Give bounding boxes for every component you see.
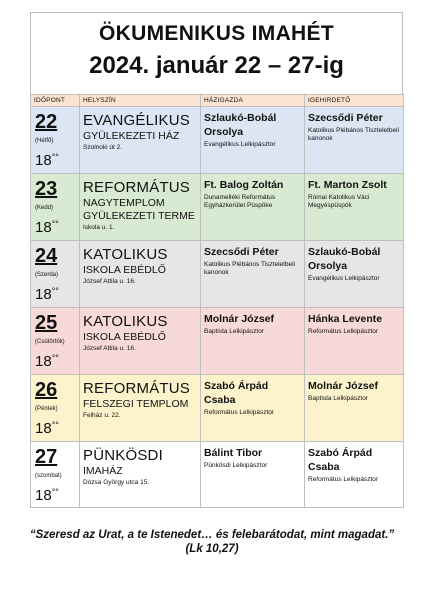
host-name: Ft. Balog Zoltán <box>204 179 284 191</box>
preacher-role: Református Lelkipásztor <box>308 476 379 483</box>
preacher-cell <box>305 375 404 442</box>
host-cell <box>201 442 305 508</box>
preacher-cell <box>305 241 404 308</box>
place-denomination: KATOLIKUS <box>83 246 168 263</box>
place-denomination: EVANGÉLIKUS <box>83 112 190 129</box>
host-cell <box>201 375 305 442</box>
bible-quote <box>10 528 414 556</box>
host-cell <box>201 174 305 241</box>
place-denomination: REFORMÁTUS <box>83 179 190 196</box>
preacher-cell <box>305 442 404 508</box>
table-row <box>31 107 404 174</box>
preacher-name: Ft. Marton Zsolt <box>308 179 387 191</box>
place-address: Felház u. 22. <box>83 412 121 419</box>
place-venue: ISKOLA EBÉDLŐ <box>83 264 166 276</box>
time-minutes: °° <box>51 420 59 430</box>
place-denomination: REFORMÁTUS <box>83 380 190 397</box>
preacher-name: Molnár József <box>308 380 379 392</box>
place-venue: ISKOLA EBÉDLŐ <box>83 331 166 343</box>
time-hour: 18 <box>35 286 52 303</box>
place-address: Iskola u. 1. <box>83 224 115 231</box>
place-address: Szolnoki út 2. <box>83 144 123 151</box>
place-venue: NAGYTEMPLOM GYÜLEKEZETI TERME <box>83 197 195 222</box>
preacher-role: Evangélikus Lelkipásztor <box>308 275 380 282</box>
column-header-place: HELYSZÍN <box>80 95 201 107</box>
table-row <box>31 174 404 241</box>
time-minutes: °° <box>51 219 59 229</box>
place-address: József Attila u. 16. <box>83 278 136 285</box>
time-hour: 18 <box>35 420 52 437</box>
preacher-name: Szecsődi Péter <box>308 112 383 124</box>
day-number: 27 <box>35 446 58 468</box>
date-cell <box>31 375 80 442</box>
table-row <box>31 375 404 442</box>
place-cell <box>80 174 201 241</box>
column-header-date: IDŐPONT <box>31 95 80 107</box>
weekday: (Kedd) <box>35 205 54 211</box>
host-name: Bálint Tibor <box>204 447 263 459</box>
day-number: 26 <box>35 379 58 401</box>
table-header-row <box>31 95 404 107</box>
table-row <box>31 241 404 308</box>
place-venue: IMAHÁZ <box>83 465 123 477</box>
time-minutes: °° <box>51 152 59 162</box>
day-number: 23 <box>35 178 58 200</box>
place-cell <box>80 375 201 442</box>
start-time <box>35 483 59 505</box>
date-cell <box>31 174 80 241</box>
preacher-cell <box>305 107 404 174</box>
host-name: Szabó Árpád Csaba <box>204 380 269 406</box>
header <box>30 12 403 94</box>
time-minutes: °° <box>51 487 59 497</box>
page-subtitle: 2024. január 22 – 27-ig <box>89 52 344 79</box>
place-cell <box>80 107 201 174</box>
host-role: Baptista Lelkipásztor <box>204 328 264 335</box>
time-hour: 18 <box>35 152 52 169</box>
date-cell <box>31 442 80 508</box>
start-time <box>35 282 59 304</box>
start-time <box>35 416 59 438</box>
host-cell <box>201 241 305 308</box>
place-cell <box>80 308 201 375</box>
date-cell <box>31 308 80 375</box>
time-hour: 18 <box>35 353 52 370</box>
preacher-role: Református Lelkipásztor <box>308 328 379 335</box>
time-hour: 18 <box>35 219 52 236</box>
place-venue: GYÜLEKEZETI HÁZ <box>83 130 180 142</box>
weekday: (Hétfő) <box>35 138 54 144</box>
place-cell <box>80 442 201 508</box>
day-number: 22 <box>35 111 58 133</box>
page-title: ÖKUMENIKUS IMAHÉT <box>99 22 334 45</box>
preacher-role: Római Katolikus Váci Megyéspüspök <box>308 194 370 209</box>
host-name: Molnár József <box>204 313 275 325</box>
start-time <box>35 148 59 170</box>
preacher-role: Baptista Lelkipásztor <box>308 395 368 402</box>
place-denomination: PÜNKÖSDI <box>83 447 163 464</box>
host-cell <box>201 107 305 174</box>
host-role: Evangélikus Lelkipásztor <box>204 141 276 148</box>
place-denomination: KATOLIKUS <box>83 313 168 330</box>
weekday: (Szerda) <box>35 272 59 278</box>
date-cell <box>31 107 80 174</box>
quote-reference: (Lk 10,27) <box>185 543 239 555</box>
start-time <box>35 349 59 371</box>
schedule-sheet <box>30 12 403 508</box>
time-hour: 18 <box>35 487 52 504</box>
place-address: József Attila u. 16. <box>83 345 136 352</box>
host-role: Katolikus Plébános Tiszteletbeli kanonok <box>204 261 296 276</box>
column-header-host: HÁZIGAZDA <box>201 95 305 107</box>
preacher-name: Szabó Árpád Csaba <box>308 447 373 473</box>
time-minutes: °° <box>51 353 59 363</box>
table-row <box>31 442 404 508</box>
preacher-role: Katolikus Plébános Tiszteletbeli kanonok <box>308 127 400 142</box>
host-role: Dunamelléki Református Egyházkerület Püspöke <box>204 194 276 209</box>
host-cell <box>201 308 305 375</box>
place-venue: FELSZEGI TEMPLOM <box>83 398 189 410</box>
preacher-name: Hánka Levente <box>308 313 383 325</box>
host-role: Pünkösdi Lelkipásztor <box>204 462 268 469</box>
host-name: Szecsődi Péter <box>204 246 279 258</box>
start-time <box>35 215 59 237</box>
time-minutes: °° <box>51 286 59 296</box>
host-name: Szlaukó-Bobál Orsolya <box>204 112 277 138</box>
weekday: (szombat) <box>35 473 62 479</box>
weekday: (Csütörtök) <box>35 339 65 345</box>
place-address: Dózsa György utca 15. <box>83 479 150 486</box>
weekday: (Péntek) <box>35 406 58 412</box>
quote-text: “Szeresd az Urat, a te Istenedet… és felebarátodat, mint magadat.” <box>29 529 395 541</box>
host-role: Református Lelkipásztor <box>204 409 275 416</box>
date-cell <box>31 241 80 308</box>
schedule-table <box>30 94 404 508</box>
day-number: 24 <box>35 245 58 267</box>
preacher-cell <box>305 174 404 241</box>
preacher-cell <box>305 308 404 375</box>
place-cell <box>80 241 201 308</box>
preacher-name: Szlaukó-Bobál Orsolya <box>308 246 381 272</box>
table-row <box>31 308 404 375</box>
column-header-preacher: IGEHIRDETŐ <box>305 95 404 107</box>
day-number: 25 <box>35 312 58 334</box>
